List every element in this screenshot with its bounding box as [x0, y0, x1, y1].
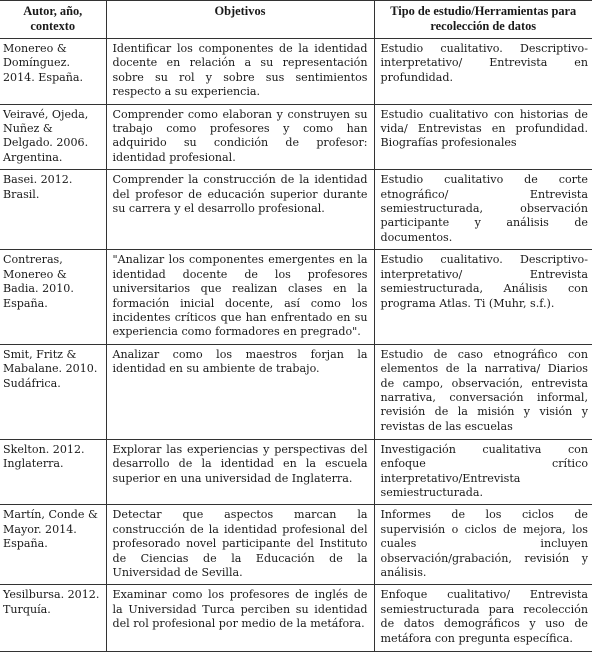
table-row	[0, 585, 592, 652]
study-type-cell: Enfoque cualitativo/ Entrevista semiestructurada para recolección de datos demográficos y uso de metáfora con pregunta específica.	[374, 585, 592, 652]
author-cell: Contreras, Monereo & Badia. 2010. España.	[0, 250, 106, 344]
table-row	[0, 170, 592, 250]
objectives-cell: Comprender la construcción de la identidad del profesor de educación superior durante su carrera y el desarrollo profesional.	[106, 170, 374, 250]
objectives-cell: Comprender como elaboran y construyen su trabajo como profesores y como han adquirido su condición de profesor: identidad profesional.	[106, 104, 374, 170]
author-cell: Skelton. 2012. Inglaterra.	[0, 439, 106, 505]
author-cell: Veiravé, Ojeda, Nuñez & Delgado. 2006. Argentina.	[0, 104, 106, 170]
author-cell: Smit, Fritz & Mabalane. 2010. Sudáfrica.	[0, 344, 106, 439]
study-type-cell: Estudio cualitativo con historias de vida/ Entrevistas en profundidad. Biografías profesionales	[374, 104, 592, 170]
table-row	[0, 439, 592, 505]
objectives-cell: "Analizar los componentes emergentes en la identidad docente de los profesores universitarios que realizan clases en la formación inicial docente, así como los incidentes críticos que han enfrentado en su experiencia como formadores en pregrado".	[106, 250, 374, 344]
author-cell: Yesilbursa. 2012. Turquía.	[0, 585, 106, 652]
study-type-cell: Estudio cualitativo. Descriptivo-interpretativo/ Entrevista en profundidad.	[374, 39, 592, 105]
objectives-cell: Detectar que aspectos marcan la construcción de la identidad profesional del profesorado novel participante del Instituto de Ciencias de la Educación de la Universidad de Sevilla.	[106, 505, 374, 585]
objectives-cell: Examinar como los profesores de inglés de la Universidad Turca perciben su identidad del rol profesional por medio de la metáfora.	[106, 585, 374, 652]
table-row	[0, 39, 592, 105]
table-row	[0, 505, 592, 585]
table-body	[0, 39, 592, 652]
author-cell: Monereo & Domínguez. 2014. España.	[0, 39, 106, 105]
header-author: Autor, año, contexto	[0, 1, 106, 39]
study-type-cell: Estudio cualitativo de corte etnográfico/ Entrevista semiestructurada, observación participante y análisis de documentos.	[374, 170, 592, 250]
study-type-cell: Estudio de caso etnográfico con elementos de la narrativa/ Diarios de campo, observación, entrevista narrativa, conversación informal, revisión de la misión y visión y revistas de las escuelas	[374, 344, 592, 439]
study-type-cell: Informes de los ciclos de supervisión o ciclos de mejora, los cuales incluyen observación/grabación, revisión y análisis.	[374, 505, 592, 585]
table-header	[0, 1, 592, 39]
header-row	[0, 1, 592, 39]
header-objectives: Objetivos	[106, 1, 374, 39]
header-study-type: Tipo de estudio/Herramientas para recolección de datos	[374, 1, 592, 39]
objectives-cell: Identificar los componentes de la identidad docente en relación a su representación sobre su rol y sobre sus sentimientos respecto a su experiencia.	[106, 39, 374, 105]
table-row	[0, 344, 592, 439]
study-type-cell: Estudio cualitativo. Descriptivo-interpretativo/ Entrevista semiestructurada, Análisis con programa Atlas. Ti (Muhr, s.f.).	[374, 250, 592, 344]
objectives-cell: Explorar las experiencias y perspectivas del desarrollo de la identidad en la escuela superior en una universidad de Inglaterra.	[106, 439, 374, 505]
table-row	[0, 104, 592, 170]
table-row	[0, 250, 592, 344]
author-cell: Martín, Conde & Mayor. 2014. España.	[0, 505, 106, 585]
author-cell: Basei. 2012. Brasil.	[0, 170, 106, 250]
study-type-cell: Investigación cualitativa con enfoque crítico interpretativo/Entrevista semiestructurada.	[374, 439, 592, 505]
objectives-cell: Analizar como los maestros forjan la identidad en su ambiente de trabajo.	[106, 344, 374, 439]
